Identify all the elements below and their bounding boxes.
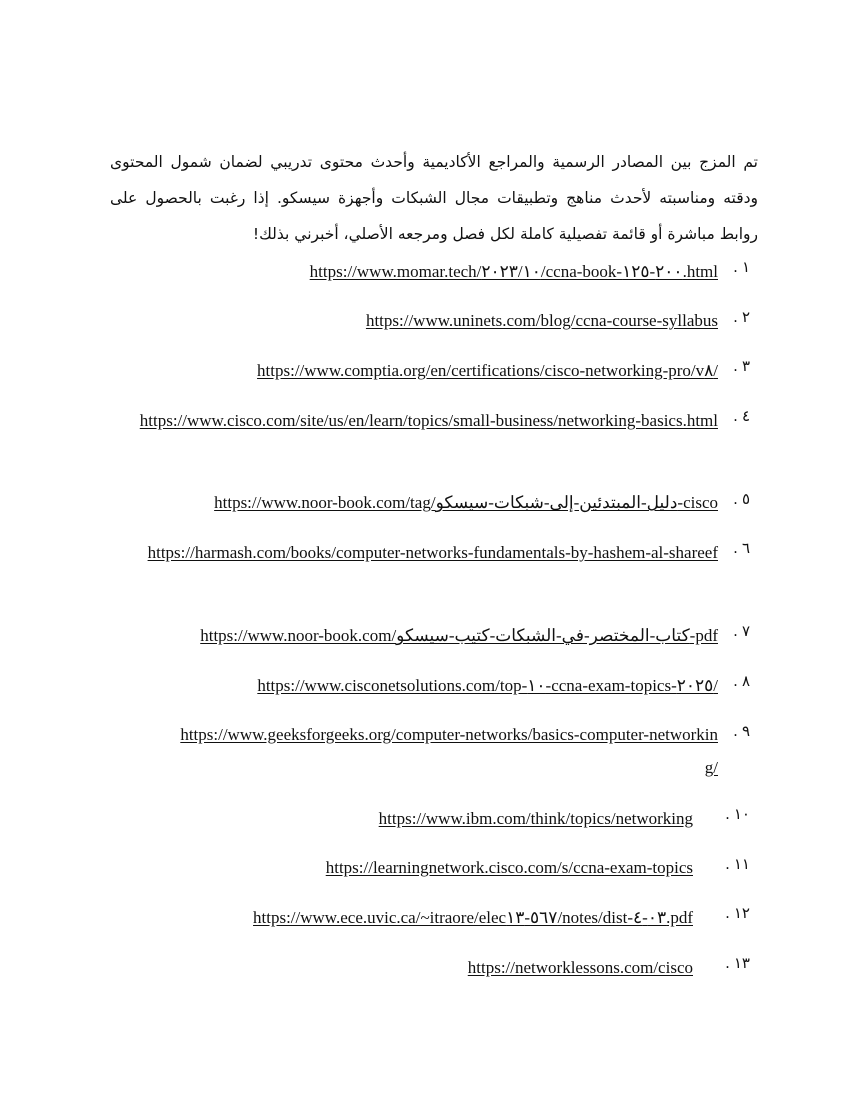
item-number: ٧. bbox=[733, 622, 750, 640]
reference-link[interactable]: https://harmash.com/books/computer-networks-fundamentals-by-hashem-al-shareef bbox=[147, 543, 718, 562]
reference-link[interactable]: https://www.cisco.com/site/us/en/learn/topics/small-business/networking-basics.html bbox=[139, 411, 718, 430]
reference-link[interactable]: https://learningnetwork.cisco.com/s/ccna-exam-topics bbox=[325, 858, 693, 877]
item-number: ١٣. bbox=[725, 954, 750, 972]
item-number: ٥. bbox=[733, 490, 750, 508]
item-number: ٩. bbox=[733, 722, 750, 740]
item-number: ١٠. bbox=[725, 805, 750, 823]
reference-link[interactable]: https://www.cisconetsolutions.com/top-١٠-ccna-exam-topics-٢٠٢٥/ bbox=[257, 676, 718, 695]
item-number: ٢. bbox=[733, 308, 750, 326]
intro-paragraph: تم المزج بين المصادر الرسمية والمراجع الأكاديمية وأحدث محتوى تدريبي لضمان شمول المحتوى ودقته ومناسبته لأحدث مناهج وتطبيقات مجال الشبكات وأجهزة سيسكو. إذا رغبت بالحصول على روابط مباشرة أو قائمة تفصيلية كاملة لكل فصل ومرجعه الأصلي، أخبرني بذلك! bbox=[110, 152, 758, 243]
reference-link[interactable]: https://www.ibm.com/think/topics/networking bbox=[378, 809, 693, 828]
reference-link[interactable]: https://www.momar.tech/٢٠٢٣/١٠/ccna-book-٢٠٠-١٢٥.html bbox=[309, 262, 718, 281]
reference-link[interactable]: https://www.geeksforgeeks.org/computer-networks/basics-computer-networking/ bbox=[180, 725, 718, 777]
item-number: ٨. bbox=[733, 672, 750, 690]
reference-link[interactable]: https://networklessons.com/cisco bbox=[467, 958, 693, 977]
item-number: ٦. bbox=[733, 539, 750, 557]
item-number: ١٢. bbox=[725, 904, 750, 922]
item-number: ٤. bbox=[733, 407, 750, 425]
item-number: ١. bbox=[733, 258, 750, 276]
reference-link[interactable]: https://www.uninets.com/blog/ccna-course-syllabus bbox=[365, 311, 718, 330]
reference-link[interactable]: https://www.comptia.org/en/certifications/cisco-networking-pro/v٨/ bbox=[257, 361, 718, 380]
reference-link[interactable]: https://www.noor-book.com/tag/دليل-المبتدئين-إلى-شبكات-سيسكو-cisco bbox=[214, 493, 718, 512]
item-number: ١١. bbox=[725, 855, 750, 873]
reference-link[interactable]: https://www.noor-book.com/كتاب-المختصر-في-الشبكات-كتيب-سيسكو-pdf bbox=[200, 626, 718, 645]
reference-link[interactable]: https://www.ece.uvic.ca/~itraore/elec٥٦٧-١٣/notes/dist-٠٣-٤.pdf bbox=[253, 908, 693, 927]
item-number: ٣. bbox=[733, 357, 750, 375]
